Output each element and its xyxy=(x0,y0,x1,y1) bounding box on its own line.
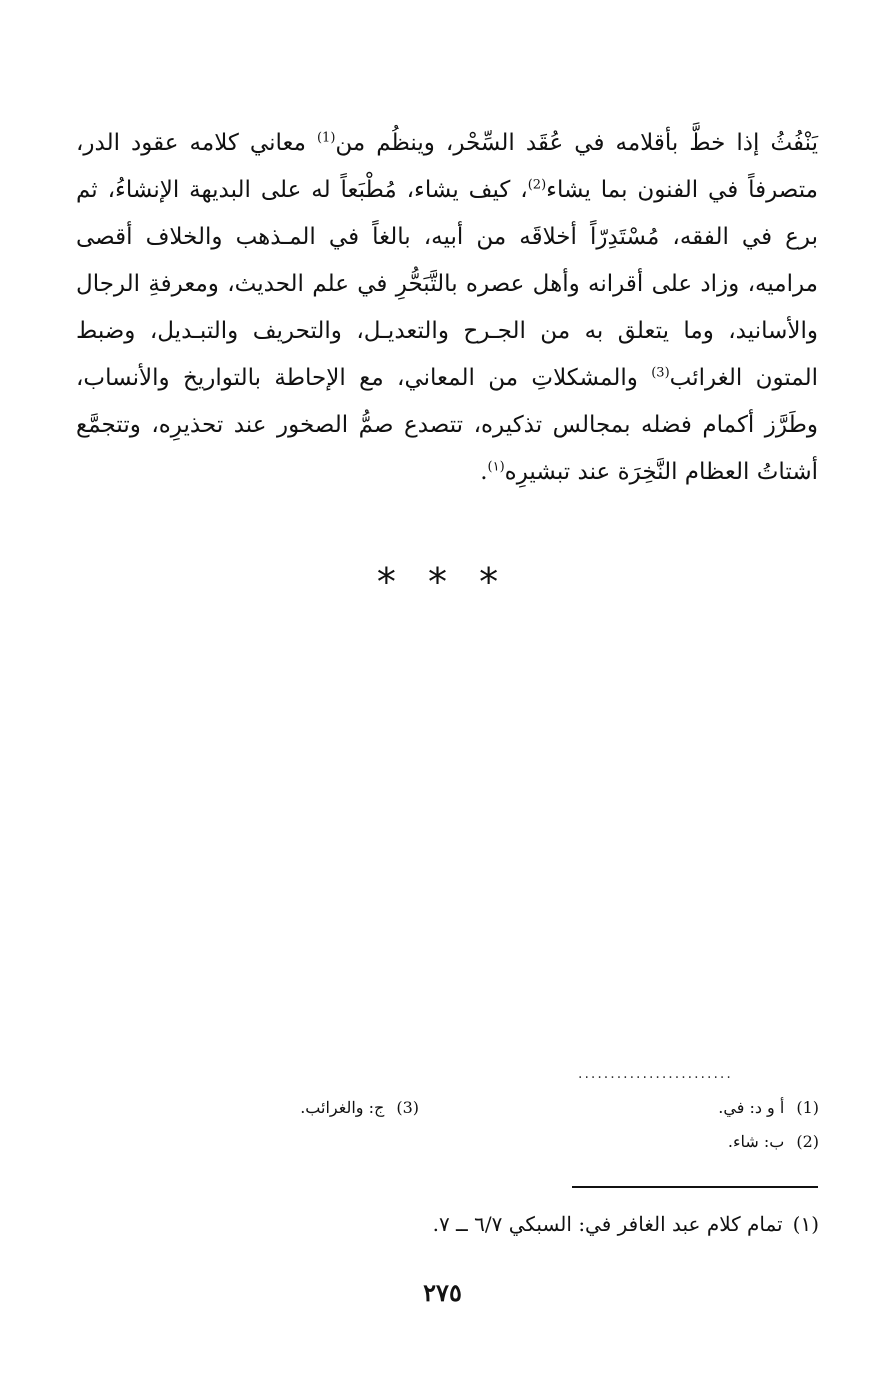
text-line-8: أشتاتُ العظام النَّخِرَة عند تبشيرِه$^{(١)}$. xyxy=(480,459,818,485)
footnote-ref-1: (1) xyxy=(316,130,336,146)
section-separator: * * * xyxy=(376,560,509,604)
text-line-5: والأسانيد، وما يتعلق به من الجـرح والتعديـل، والتحريف والتبـديل، وضبط xyxy=(76,318,818,344)
footnote-ref-2: (2) xyxy=(527,177,547,193)
source-note: (١)تمام كلام عبد الغافر في: السبكي ٦/٧ ــ ٧. xyxy=(432,1212,819,1236)
text-line-6: المتون الغرائب$^{(3)}$ والمشكلاتِ من المعاني، مع الإحاطة بالتواريخ والأنساب، xyxy=(76,365,819,391)
footnote-ref-3: (3) xyxy=(651,365,670,381)
text-line-3: برع في الفقه، مُسْتَدِرّاً أخلاقَه من أبيه، بالغاً في المـذهب والخلاف أقصى xyxy=(76,224,818,250)
footnote-dotted-divider: ........................ xyxy=(578,1066,733,1082)
footnote-rule xyxy=(572,1186,818,1188)
text-line-1: يَنْفُثُ إذا خطَّ بأقلامه في عُقَد السِّحْر، وينظُم من$^{(1)}$ معاني كلامه عقود الدر، xyxy=(76,130,819,156)
variant-note-3: (3)ج: والغرائب. xyxy=(300,1098,419,1117)
text-line-2: متصرفاً في الفنون بما يشاء$^{(2)}$، كيف يشاء، مُطْبَعاً له على البديهة الإنشاءُ، ثم xyxy=(76,177,818,203)
text-line-4: مراميه، وزاد على أقرانه وأهل عصره بالتَّبَحُّرِ في علم الحديث، ومعرفةِ الرجال xyxy=(76,271,818,297)
variant-note-1: (1)أ و د: في. xyxy=(718,1098,819,1117)
page-number: ٢٧٥ xyxy=(423,1278,462,1307)
source-note-ref: (١) xyxy=(487,459,505,475)
text-line-7: وطَرَّز أكمام فضله بمجالس تذكيره، تتصدع صمُّ الصخور عند تحذيرِه، وتتجمَّع xyxy=(76,412,818,438)
main-text xyxy=(76,120,818,496)
variant-note-2: (2)ب: شاء. xyxy=(727,1132,819,1151)
